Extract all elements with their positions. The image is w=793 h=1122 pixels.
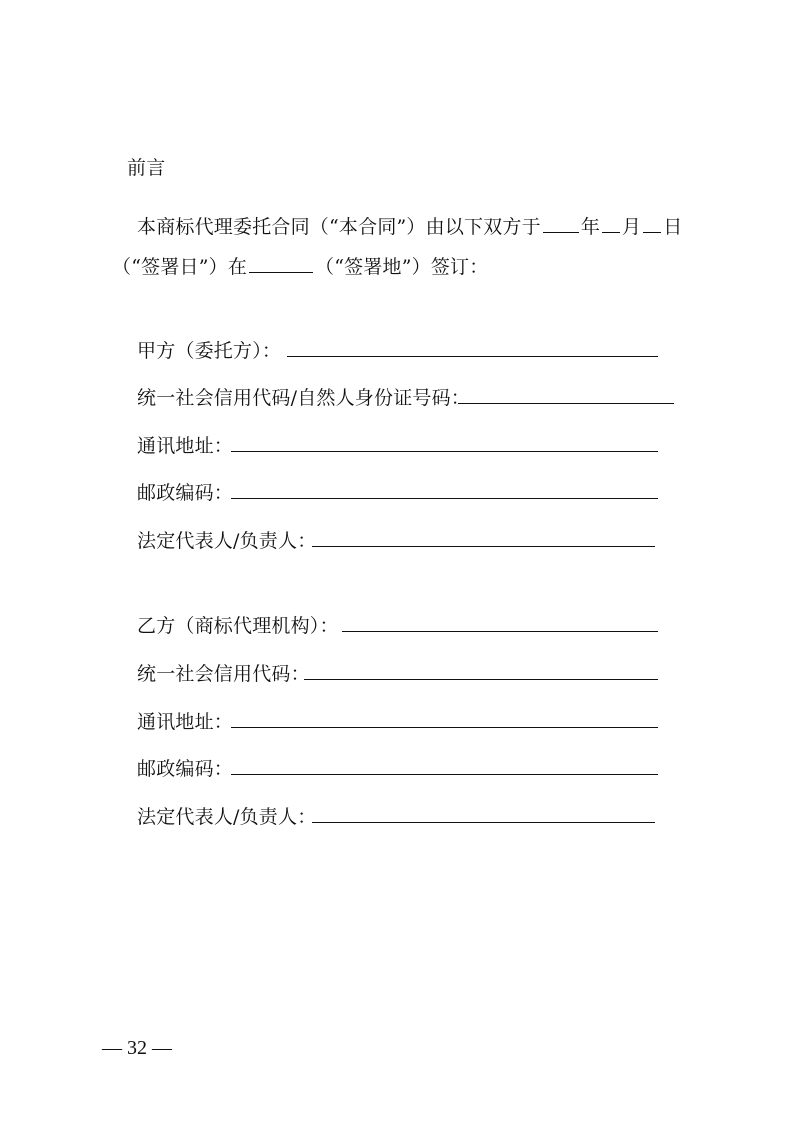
preface-heading: 前言 xyxy=(127,157,166,179)
party-a-address-field[interactable] xyxy=(231,451,658,452)
month-blank[interactable] xyxy=(602,214,620,233)
page-number: — 32 — xyxy=(102,1037,172,1059)
party-a-postcode-label: 邮政编码： xyxy=(137,482,234,504)
party-b-id-field[interactable] xyxy=(304,679,658,680)
party-b-rep-field[interactable] xyxy=(312,822,655,823)
party-a-id-label: 统一社会信用代码/自然人身份证号码： xyxy=(137,387,471,409)
party-b-name-field[interactable] xyxy=(342,631,658,632)
intro-line-1 xyxy=(137,214,682,239)
party-a-address-label: 通讯地址： xyxy=(137,435,234,457)
party-a-rep-field[interactable] xyxy=(312,546,655,547)
year-label: 年 xyxy=(580,216,601,238)
intro-text-1: 本商标代理委托合同（“本合同”）由以下双方于 xyxy=(137,216,541,238)
party-b-rep-label: 法定代表人/负责人： xyxy=(137,806,317,828)
intro-line-2 xyxy=(112,254,488,279)
party-a-rep-label: 法定代表人/负责人： xyxy=(137,530,317,552)
party-b-id-label: 统一社会信用代码： xyxy=(137,663,310,685)
party-a-id-field[interactable] xyxy=(458,403,674,404)
party-b-postcode-label: 邮政编码： xyxy=(137,758,234,780)
party-b-address-field[interactable] xyxy=(231,727,658,728)
day-label: 日 xyxy=(663,216,683,238)
signing-place-blank[interactable] xyxy=(249,254,313,273)
intro-text-3: （“签署地”）签订： xyxy=(315,256,489,278)
party-a-name-field[interactable] xyxy=(287,356,658,357)
party-b-postcode-field[interactable] xyxy=(231,774,658,775)
year-blank[interactable] xyxy=(543,214,579,233)
party-a-postcode-field[interactable] xyxy=(231,498,658,499)
party-a-name-label: 甲方（委托方）： xyxy=(137,340,282,362)
month-label: 月 xyxy=(622,216,642,238)
intro-text-2: （“签署日”）在 xyxy=(112,256,248,278)
party-b-address-label: 通讯地址： xyxy=(137,711,234,733)
party-b-name-label: 乙方（商标代理机构）： xyxy=(137,615,339,637)
day-blank[interactable] xyxy=(643,214,661,233)
